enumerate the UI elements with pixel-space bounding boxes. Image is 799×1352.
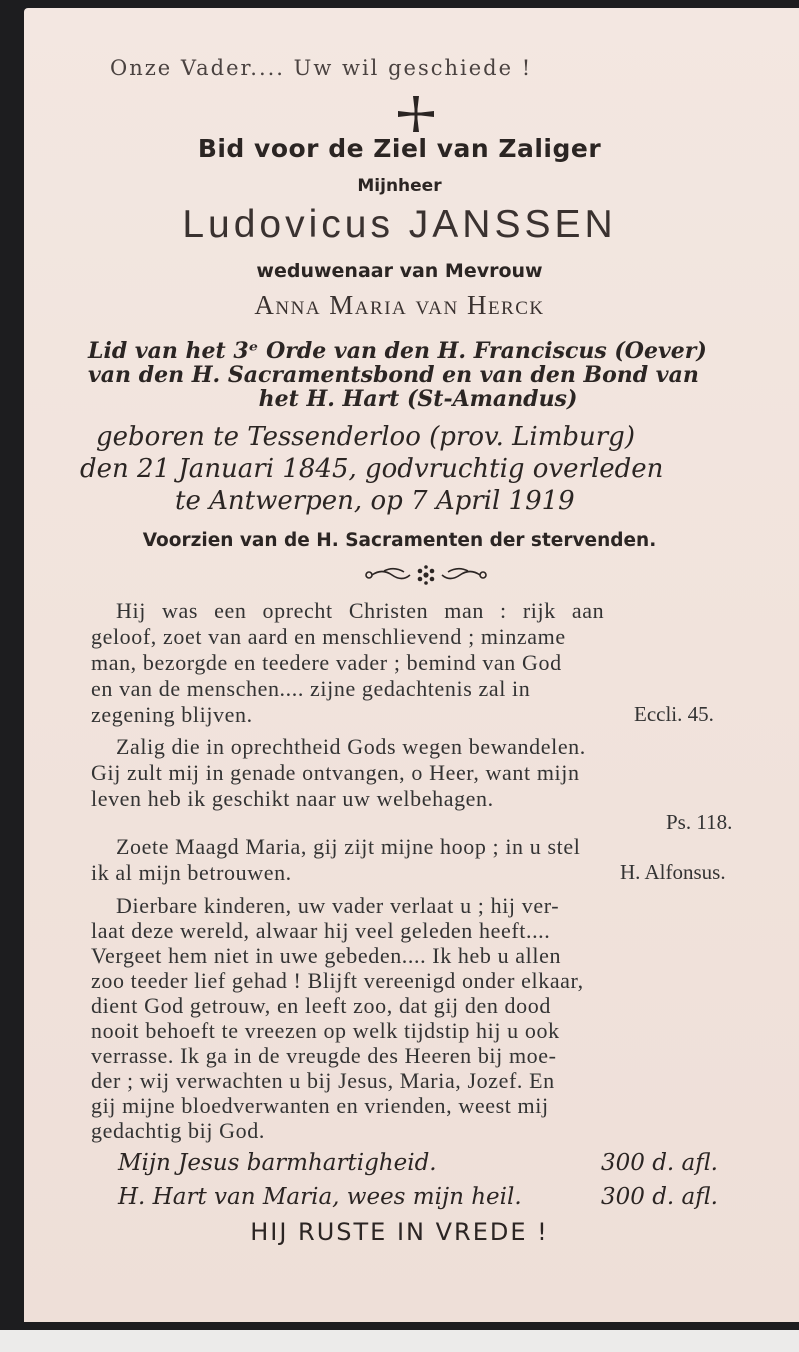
verse-line: man, bezorgde en teedere vader ; bemind van God [91, 650, 562, 675]
prayer-indulgence: 300 d. afl. [601, 1184, 718, 1210]
prayer-text: Mijn Jesus barmhartigheid. [118, 1150, 437, 1176]
membership-line: het H. Hart (St-Amandus) [258, 386, 578, 412]
closing-line: HIJ RUSTE IN VREDE ! [250, 1218, 549, 1246]
cross-pattee-icon [396, 94, 436, 134]
verse-line: gij mijne bloedverwanten en vrienden, weest mij [91, 1093, 549, 1118]
verse-line: Zalig die in oprechtheid Gods wegen bewandelen. [116, 734, 586, 759]
verse-line: geloof, zoet van aard en menschlievend ; minzame [91, 624, 566, 649]
prayer-indulgence: 300 d. afl. [601, 1150, 718, 1176]
membership-line: Lid van het 3ᵉ Orde van den H. Franciscus (Oever) [88, 338, 707, 364]
verse-line: verrasse. Ik ga in de vreugde des Heeren bij moe- [91, 1043, 557, 1068]
prayer-text: H. Hart van Maria, wees mijn heil. [118, 1184, 522, 1210]
verse-line: leven heb ik geschikt naar uw welbehagen. [91, 786, 494, 811]
death-place-line: te Antwerpen, op 7 April 1919 [175, 486, 575, 516]
birth-line: geboren te Tessenderloo (prov. Limburg) [96, 422, 635, 452]
title-mijnheer: Mijnheer [357, 176, 442, 196]
verse-line: Hij was een oprecht Christen man : rijk aan [116, 598, 605, 623]
sacraments-line: Voorzien van de H. Sacramenten der stervenden. [142, 530, 657, 551]
widower-line: weduwenaar van Mevrouw [256, 260, 543, 282]
deceased-name: Ludovicus JANSSEN [182, 203, 617, 246]
verse-line: nooit behoeft te vreezen op welk tijdstip hij u ook [91, 1018, 560, 1043]
membership-line: van den H. Sacramentsbond en van den Bond van [88, 362, 699, 388]
wife-name: Anna Maria van Herck [254, 290, 545, 320]
bid-heading: Bid voor de Ziel van Zaliger [197, 134, 602, 163]
verse-line: laat deze wereld, alwaar hij veel geleden heeft.... [91, 918, 551, 943]
header-prayer: Onze Vader.... Uw wil geschiede ! [110, 56, 533, 80]
verse-line: gedachtig bij God. [91, 1118, 265, 1143]
verse-line: ik al mijn betrouwen. [91, 860, 292, 885]
verse-reference: Eccli. 45. [634, 702, 714, 726]
verse-line: en van de menschen.... zijne gedachtenis zal in [91, 676, 531, 701]
verse-line: zoo teeder lief gehad ! Blijft vereenigd onder elkaar, [91, 968, 584, 993]
verse-line: Zoete Maagd Maria, gij zijt mijne hoop ; in u stel [116, 834, 581, 859]
verse-reference: Ps. 118. [666, 810, 733, 834]
verse-line: der ; wij verwachten u bij Jesus, Maria, Jozef. En [91, 1068, 555, 1093]
verse-reference: H. Alfonsus. [620, 860, 726, 884]
scan-background [0, 1330, 799, 1352]
verse-line: Vergeet hem niet in uwe gebeden.... Ik heb u allen [91, 943, 562, 968]
scroll-ornament-icon [364, 562, 488, 588]
verse-line: dient God getrouw, en leeft zoo, dat gij den dood [91, 993, 551, 1018]
verse-line: Dierbare kinderen, uw vader verlaat u ; hij ver- [116, 893, 560, 918]
death-date-line: den 21 Januari 1845, godvruchtig overleden [80, 454, 664, 484]
verse-line: Gij zult mij in genade ontvangen, o Heer, want mijn [91, 760, 580, 785]
verse-line: zegening blijven. [91, 702, 253, 727]
